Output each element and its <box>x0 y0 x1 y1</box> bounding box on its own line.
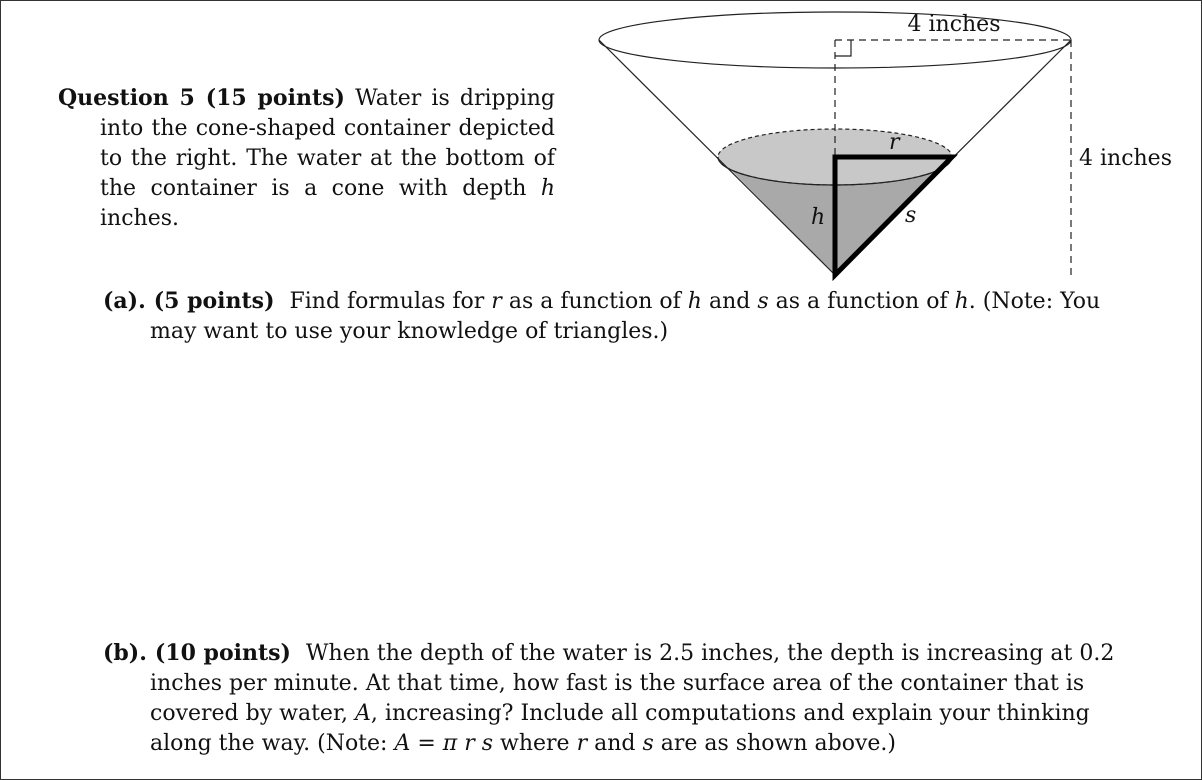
part-b-var-s: s <box>642 731 654 756</box>
part-b-text-3: = <box>410 731 443 756</box>
part-a <box>103 286 1143 347</box>
part-b-text-4: where <box>493 731 577 756</box>
part-b-var-a2: A <box>394 731 411 756</box>
part-b-points: (10 points) <box>154 640 291 666</box>
question-text-1: Water is dripping into the cone-shaped container depicted to the right. The water at the bottom of the container is a cone with depth <box>100 86 555 201</box>
question-5-intro <box>58 83 555 234</box>
part-a-label: (a). <box>103 288 146 314</box>
question-heading: Question 5 (15 points) <box>58 85 345 111</box>
question-var-h: h <box>540 176 555 201</box>
label-h: h <box>811 205 826 230</box>
part-b-text-2: , increasing? Include all computations and explain your thinking along the way. (Note: <box>150 701 1090 756</box>
part-a-var-h2: h <box>954 289 969 314</box>
part-a-text-5: . (Note: You may want to use your knowledge of triangles.) <box>150 289 1101 344</box>
part-b-var-a: A <box>355 701 371 726</box>
part-b-formula: π r s <box>442 731 494 756</box>
part-a-points: (5 points) <box>153 288 275 314</box>
top-width-label: 4 inches <box>907 12 1001 37</box>
part-b-text-6: are as shown above.) <box>653 731 896 756</box>
question-text-2: inches. <box>100 206 179 231</box>
part-a-text-4: as a function of <box>768 289 955 314</box>
part-b-text-5: and <box>587 731 643 756</box>
right-angle-marker <box>835 40 851 56</box>
part-a-var-r: r <box>491 289 502 314</box>
label-r: r <box>889 130 900 155</box>
part-b-var-r: r <box>576 731 588 756</box>
part-b-label: (b). <box>103 640 147 666</box>
part-a-var-s: s <box>757 289 769 314</box>
part-a-var-h: h <box>687 289 702 314</box>
part-b-text-1: When the depth of the water is 2.5 inches, the depth is increasing at 0.2 inches per minute. At that time, how fast is the surface area of the container that is covered by water, <box>150 641 1115 726</box>
part-b <box>103 638 1143 759</box>
part-a-text-1: Find formulas for <box>282 289 492 314</box>
part-a-text-2: as a function of <box>501 289 688 314</box>
part-a-text-3: and <box>701 289 758 314</box>
label-s: s <box>905 203 917 228</box>
height-label: 4 inches <box>1079 146 1172 171</box>
